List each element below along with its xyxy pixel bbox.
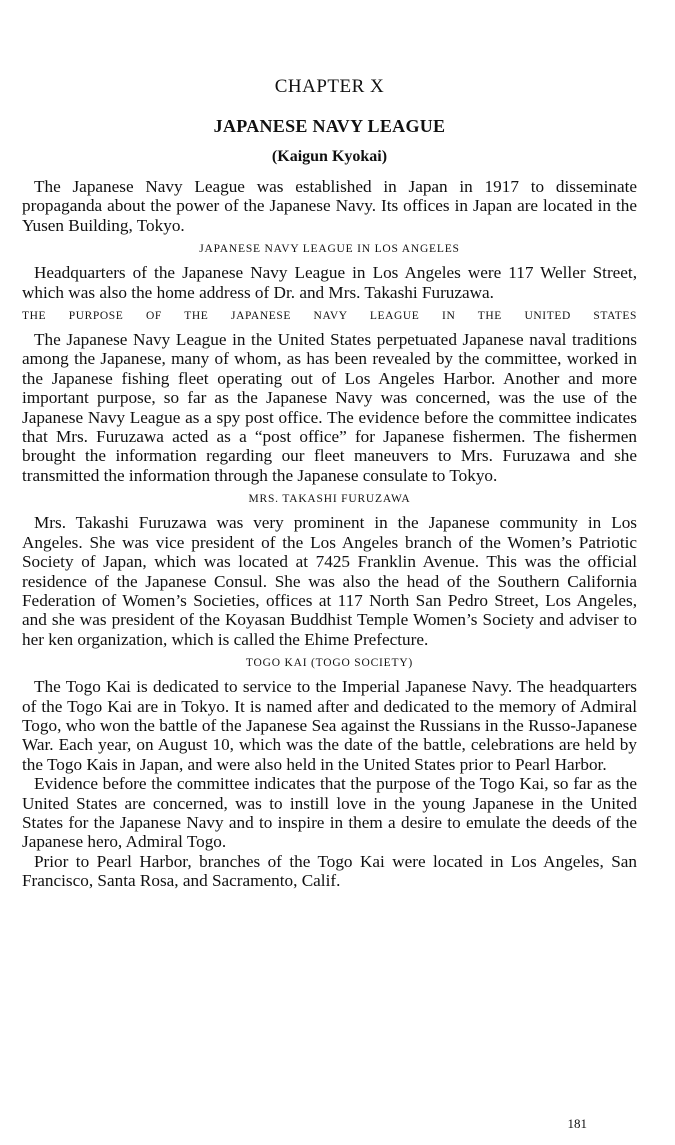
- document-page: [22, 0, 637, 1145]
- section-heading: TOGO KAI (TOGO SOCIETY): [245, 657, 414, 670]
- chapter-heading: CHAPTER X: [274, 76, 385, 97]
- paragraph: Headquarters of the Japanese Navy League in Los Angeles were 117 Weller Street, which was also the home address of Dr. and Mrs. Takashi Furuzawa.: [22, 263, 637, 302]
- paragraph: The Japanese Navy League in the United States perpetuated Japanese naval traditions among the Japanese, many of whom, as has been revealed by the committee, worked in the Japanese fishing fleet operating out of Los Angeles Harbor. Another and more important purpose, so far as the Japanese Navy was concerned, was the use of the Japanese Navy League as a spy post office. The evidence before the committee indicates that Mrs. Furuzawa acted as a “post office” for Japanese fishermen. The fishermen brought the information regarding our fleet maneuvers to Mrs. Furuzawa and she transmitted the information through the Japanese consulate to Tokyo.: [22, 330, 637, 485]
- paragraph: The Japanese Navy League was established in Japan in 1917 to disseminate propaganda about the power of the Japanese Navy. Its offices in Japan are located in the Yusen Building, Tokyo.: [22, 177, 637, 235]
- section-heading: THE PURPOSE OF THE JAPANESE NAVY LEAGUE IN THE UNITED STATES: [22, 310, 637, 323]
- section-intro: [22, 177, 637, 235]
- paragraph: Evidence before the committee indicates that the purpose of the Togo Kai, so far as the United States are concerned, was to instill love in the young Japanese in the United States for the Japanese Navy and to inspire in them a desire to emulate the deeds of the Japanese hero, Admiral Togo.: [22, 774, 637, 852]
- chapter-subtitle: (Kaigun Kyokai): [271, 148, 388, 165]
- section-togo-kai: [22, 656, 637, 890]
- paragraph: Prior to Pearl Harbor, branches of the Togo Kai were located in Los Angeles, San Francisco, Santa Rosa, and Sacramento, Calif.: [22, 851, 637, 891]
- section-purpose: [22, 309, 637, 485]
- paragraph: Mrs. Takashi Furuzawa was very prominent in the Japanese community in Los Angeles. She was vice president of the Los Angeles branch of the Women’s Patriotic Society of Japan, which was located at 7425 Franklin Avenue. This was the official residence of the Japanese Consul. She was also the head of the Southern California Federation of Women’s Societies, offices at 117 North San Pedro Street, Los Angeles, and she was president of the Koyasan Buddhist Temple Women’s Society and adviser to her ken organization, which is called the Ehime Prefecture.: [22, 513, 637, 649]
- section-heading: MRS. TAKASHI FURUZAWA: [248, 493, 411, 506]
- body-text: [22, 177, 637, 891]
- section-heading: JAPANESE NAVY LEAGUE IN LOS ANGELES: [199, 243, 460, 256]
- chapter-title: JAPANESE NAVY LEAGUE: [213, 116, 446, 136]
- section-mrs-furuzawa: [22, 492, 637, 649]
- page-number: 181: [567, 1116, 587, 1131]
- section-los-angeles: [22, 242, 637, 302]
- paragraph: The Togo Kai is dedicated to service to the Imperial Japanese Navy. The headquarters of the Togo Kai are in Tokyo. It is named after and dedicated to the memory of Admiral Togo, who won the battle of the Japanese Sea against the Russians in the Russo-Japanese War. Each year, on August 10, which was the date of the battle, celebrations are held by the Togo Kais in Japan, and were also held in the United States prior to Pearl Harbor.: [22, 677, 637, 774]
